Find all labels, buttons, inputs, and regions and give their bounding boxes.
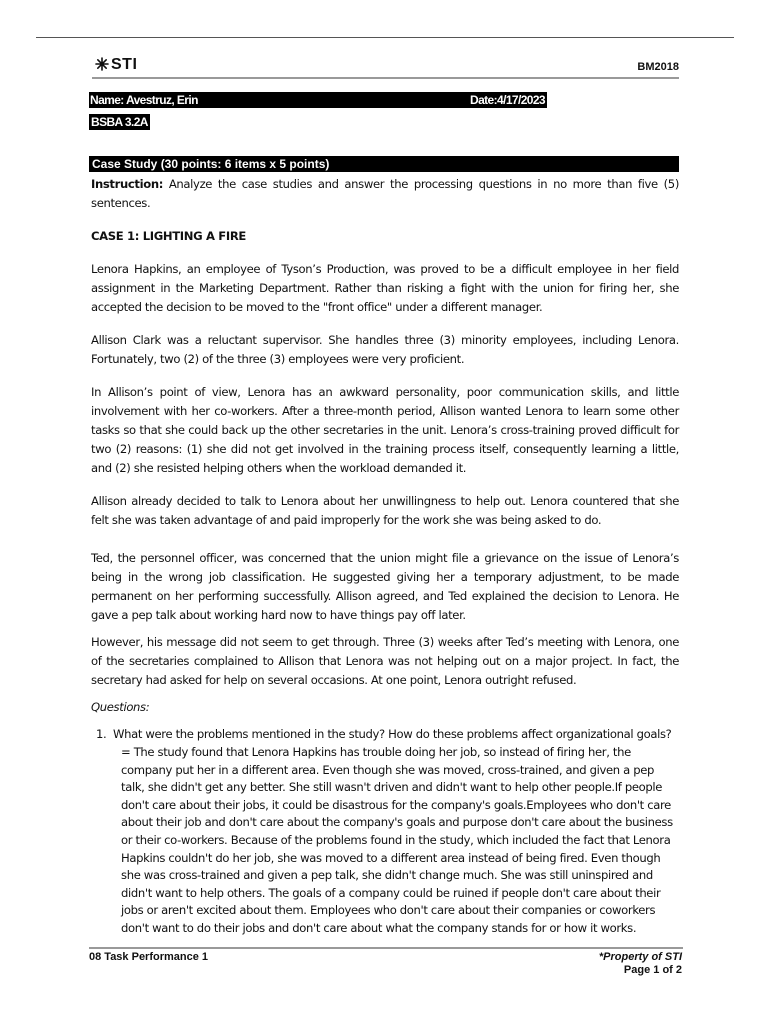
- question-text: What were the problems mentioned in the study? How do these problems affect organizational goals?: [113, 727, 672, 741]
- question-list: [91, 725, 679, 938]
- logo-text: STI: [111, 56, 138, 73]
- case-paragraph: Allison Clark was a reluctant supervisor. She handles three (3) minority employees, including Lenora. Fortunately, two (2) of the three (3) employees were very proficient.: [91, 333, 679, 366]
- case-paragraph: However, his message did not seem to get through. Three (3) weeks after Ted’s meeting with Lenora, one of the secretaries complained to Allison that Lenora was not helping out on a major project. In fact, the secretary had asked for help on several occasions. At one point, Lenora outright refused.: [91, 635, 679, 687]
- case-study-heading: Case Study (30 points: 6 items x 5 points): [89, 156, 679, 172]
- page-header: [92, 52, 679, 78]
- question-number: 1.: [96, 727, 107, 741]
- case-paragraph: Lenora Hapkins, an employee of Tyson’s Production, was proved to be a difficult employee in her field assignment in the Marketing Department. Rather than risking a fight with the union for firing her, she accepted the decision to be moved to the "front office" under a different manager.: [91, 262, 679, 314]
- instruction-text: Analyze the case studies and answer the processing questions in no more than five (5) sentences.: [91, 177, 679, 210]
- case-paragraph: Ted, the personnel officer, was concerned that the union might file a grievance on the issue of Lenora’s being in the wrong job classification. He suggested giving her a temporary adjustment, to be made permanent on her performing successfully. Allison agreed, and Ted explained the decision to Lenora. He gave a pep talk about working hard now to have things pay off later.: [91, 551, 679, 622]
- student-info-bar: [89, 92, 547, 108]
- instruction-label: Instruction:: [91, 177, 164, 191]
- instruction: [91, 175, 679, 213]
- footer-property: *Property of STI: [598, 951, 682, 963]
- student-name: Name: Avestruz, Erin: [90, 93, 198, 107]
- student-section: BSBA 3.2A: [91, 115, 148, 129]
- document-code: BM2018: [637, 61, 679, 73]
- header-rule: [92, 77, 679, 79]
- sti-logo: [95, 56, 137, 74]
- page-number: Page 1 of 2: [623, 964, 682, 976]
- top-rule: [36, 37, 734, 38]
- case-title: CASE 1: LIGHTING A FIRE: [91, 229, 246, 243]
- case-paragraph: Allison already decided to talk to Lenora about her unwillingness to help out. Lenora countered that she felt she was taken advantage of and paid improperly for the work she was being asked to do.: [91, 494, 679, 527]
- sti-logo-icon: [95, 57, 109, 71]
- footer-task-label: 08 Task Performance 1: [89, 951, 209, 963]
- footer-rule: [89, 947, 683, 949]
- answer-text: = The study found that Lenora Hapkins has trouble doing her job, so instead of firing her, the company put her in a different area. Even though she was moved, cross-trained, and given a pep talk, she didn't get any better. She still wasn't driven and didn't want to help other people.If people don't care about their jobs, it could be disastrous for the company's goals.Employees who don't care about their job and don't care about the company's goals and purpose don't care about the business or their co-workers. Because of the problems found in the study, which included the fact that Lenora Hapkins couldn't do her job, she was moved to a different area instead of being fired. Even though she was cross-trained and given a pep talk, she didn't change much. She was still uninspired and didn't want to help others. The goals of a company could be ruined if people don't care about their jobs or aren't excited about them. Employees who don't care about their companies or coworkers don't want to do their jobs and don't care about what the company stands for or how it works.: [121, 745, 673, 935]
- submission-date: Date:4/17/2023: [470, 93, 545, 107]
- document-body: [91, 175, 679, 938]
- questions-label: Questions:: [91, 700, 150, 714]
- footer-right: [599, 951, 682, 977]
- question-item: [91, 725, 679, 938]
- case-paragraph: In Allison’s point of view, Lenora has an awkward personality, poor communication skills, and little involvement with her co-workers. After a three-month period, Allison wanted Lenora to learn some other tasks so that she could back up the other secretaries in the unit. Lenora’s cross-training proved difficult for two (2) reasons: (1) she did not get involved in the training process itself, consequently learning a little, and (2) she resisted helping others when the workload demanded it.: [91, 385, 679, 475]
